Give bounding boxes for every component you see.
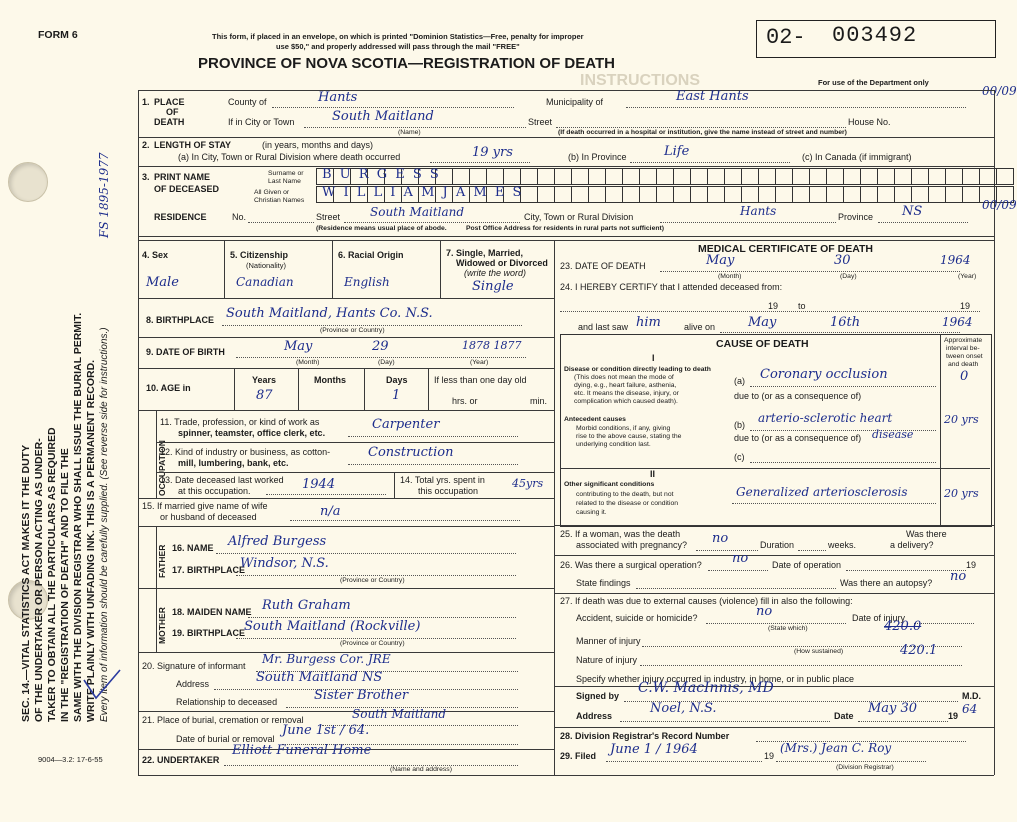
name-caption: (Name) xyxy=(398,129,421,136)
attended-19-b: 19 xyxy=(960,301,971,311)
code-value: 420.1 xyxy=(900,643,938,658)
alive-year: 1964 xyxy=(942,315,973,329)
cause-a-value: Coronary occlusion xyxy=(760,367,888,382)
form-title: PROVINCE OF NOVA SCOTIA—REGISTRATION OF DEATH xyxy=(198,55,615,72)
state-findings-label: State findings xyxy=(576,578,631,588)
undertaker-caption: (Name and address) xyxy=(390,766,452,773)
date-op-19: 19 xyxy=(966,560,977,570)
cause-b-label: (b) xyxy=(734,420,745,430)
min-label: min. xyxy=(530,396,548,406)
informant-address-value: South Maitland NS xyxy=(256,670,383,685)
father-birthplace-label: 17. BIRTHPLACE xyxy=(172,565,246,575)
trade-label: 11. Trade, profession, or kind of work as xyxy=(160,417,320,427)
years-spent-label: 14. Total yrs. spent in xyxy=(400,475,485,485)
cause-title: CAUSE OF DEATH xyxy=(716,338,809,350)
duration-label: Duration xyxy=(760,540,795,550)
antecedent-4: underlying condition last. xyxy=(576,441,651,448)
last-saw-value: him xyxy=(636,315,661,330)
stay-b-label: (b) In Province xyxy=(568,152,627,162)
cause-a-label: (a) xyxy=(734,376,745,386)
weeks-label: weeks. xyxy=(828,540,857,550)
alive-on-label: alive on xyxy=(684,322,716,332)
residence-label: RESIDENCE xyxy=(154,212,207,222)
sig-address-value: Noel, N.S. xyxy=(650,701,717,716)
dept-use-label: For use of the Department only xyxy=(818,78,929,87)
attended-to: to xyxy=(798,301,806,311)
other-3: related to the disease or condition xyxy=(576,500,679,507)
date-op-label: Date of operation xyxy=(772,560,842,570)
place-label-death: DEATH xyxy=(154,117,185,127)
burial-place-value: South Maitland xyxy=(352,707,447,721)
citizenship-value: Canadian xyxy=(236,275,294,289)
surname-caption: Surname or xyxy=(268,170,304,177)
stay-label: LENGTH OF STAY xyxy=(154,140,232,150)
father-birthplace-value: Windsor, N.S. xyxy=(240,556,329,571)
how-sustained: (How sustained) xyxy=(794,648,844,655)
age-days-label: Days xyxy=(386,375,408,385)
undertaker-value: Elliott Funeral Home xyxy=(232,743,372,758)
city-value: South Maitland xyxy=(332,109,434,124)
background-instructions-word: INSTRUCTIONS xyxy=(580,72,700,89)
industry-value: Construction xyxy=(368,445,454,460)
part-i: I xyxy=(652,353,655,363)
side-handwritten-note: FS 1895-1977 xyxy=(97,152,111,238)
residence-street-label: Street xyxy=(316,212,341,222)
mother-maiden-value: Ruth Graham xyxy=(262,598,351,613)
mother-vertical-label: MOTHER xyxy=(157,607,167,644)
surname-value: B U R G E S S xyxy=(322,167,441,182)
city-label: If in City or Town xyxy=(228,117,295,127)
informant-address-label: Address xyxy=(176,679,210,689)
registrar-value: (Mrs.) Jean C. Roy xyxy=(780,741,892,755)
birthplace-value: South Maitland, Hants Co. N.S. xyxy=(226,306,433,321)
woman-value: no xyxy=(712,531,729,546)
age-years-value: 87 xyxy=(256,388,273,403)
dob-day-caption: (Day) xyxy=(378,359,395,366)
residence-city-label: City, Town or Rural Division xyxy=(524,212,634,222)
racial-origin-label: 6. Racial Origin xyxy=(338,250,404,260)
approx-2: interval be- xyxy=(946,345,980,352)
informant-sig-label: 20. Signature of informant xyxy=(142,661,246,671)
approx-4: and death xyxy=(948,361,979,368)
less-than-day-label: If less than one day old xyxy=(434,375,527,385)
years-spent-label-2: this occupation xyxy=(418,486,479,496)
date-of-death-month: May xyxy=(706,253,735,268)
record-number-label: 28. Division Registrar's Record Number xyxy=(560,731,730,741)
cause-a-interval: 0 xyxy=(960,369,969,384)
municipality-value: East Hants xyxy=(676,89,749,104)
attended-19: 19 xyxy=(768,301,779,311)
occupation-vertical-label: OCCUPATION xyxy=(157,440,167,496)
signed-by-label: Signed by xyxy=(576,691,620,701)
antecedent-1: Antecedent causes xyxy=(564,416,626,423)
other-4: causing it. xyxy=(576,509,607,516)
citizenship-caption: (Nationality) xyxy=(246,261,287,270)
filed-value: June 1 / 1964 xyxy=(610,742,698,757)
autopsy-label: Was there an autopsy? xyxy=(840,578,933,588)
form-code: 9004—3.2: 17-6-55 xyxy=(38,755,103,764)
date-of-death-year: 1964 xyxy=(940,253,971,267)
undertaker-label: 22. UNDERTAKER xyxy=(142,755,220,765)
given-caption: All Given or xyxy=(254,189,290,196)
burial-date-label: Date of burial or removal xyxy=(176,734,275,744)
given-name-value: W I L L I A M J A M E S xyxy=(322,185,524,200)
spouse-label-2: or husband of deceased xyxy=(160,512,257,522)
medical-title: MEDICAL CERTIFICATE OF DEATH xyxy=(698,243,873,255)
accident-label: Accident, suicide or homicide? xyxy=(576,613,698,623)
check-mark-icon xyxy=(82,668,122,702)
nature-label: Nature of injury xyxy=(576,655,638,665)
certify-label: 24. I HEREBY CERTIFY that I attended deceased from: xyxy=(560,282,783,292)
surname-caption-2: Last Name xyxy=(268,178,301,185)
residence-city-value: Hants xyxy=(740,204,777,218)
approx-3: tween onset xyxy=(946,353,983,360)
dept-code-2: 00/09 xyxy=(982,198,1017,212)
birthplace-label: 8. BIRTHPLACE xyxy=(146,315,215,325)
sig-date-label: Date xyxy=(834,711,854,721)
municipality-label: Municipality of xyxy=(546,97,604,107)
last-worked-value: 1944 xyxy=(302,477,336,492)
mother-maiden-label: 18. MAIDEN NAME xyxy=(172,607,252,617)
cause-b-value: arterio-sclerotic heart xyxy=(758,411,893,425)
burial-date-value: June 1st / 64. xyxy=(282,723,370,738)
years-spent-value: 45yrs xyxy=(512,477,544,490)
father-vertical-label: FATHER xyxy=(157,544,167,578)
citizenship-label: 5. Citizenship xyxy=(230,250,289,260)
part-ii: II xyxy=(650,469,656,479)
birthplace-caption: (Province or Country) xyxy=(320,327,385,334)
age-days-value: 1 xyxy=(392,388,401,403)
mother-birthplace-caption: (Province or Country) xyxy=(340,640,405,647)
stay-c-label: (c) In Canada (if immigrant) xyxy=(802,152,912,162)
trade-label-2: spinner, teamster, office clerk, etc. xyxy=(178,428,326,438)
county-label: County of xyxy=(228,97,267,107)
immediate-2: (This does not mean the mode of xyxy=(574,374,674,381)
sex-value: Male xyxy=(146,275,179,290)
county-value: Hants xyxy=(318,90,358,105)
stay-b-value: Life xyxy=(664,144,690,159)
immediate-5: complication which caused death). xyxy=(574,398,678,405)
stay-a-label: (a) In City, Town or Rural Division where death occurred xyxy=(178,152,401,162)
antecedent-3: rise to the above cause, stating the xyxy=(576,433,682,440)
date-of-death-label: 23. DATE OF DEATH xyxy=(560,261,646,271)
racial-origin-value: English xyxy=(344,275,390,289)
last-worked-label: 13. Date deceased last worked xyxy=(160,475,284,485)
marital-value: Single xyxy=(472,279,514,294)
cause-b-interval: 20 yrs xyxy=(944,413,979,426)
mail-notice: This form, if placed in an envelope, on which is printed "Dominion Statistics—Free, penalty for improper xyxy=(212,32,584,41)
md-label: M.D. xyxy=(962,691,981,701)
relationship-value: Sister Brother xyxy=(314,688,409,703)
name-label: PRINT NAME xyxy=(154,172,210,182)
residence-province-value: NS xyxy=(902,204,923,219)
other-2: contributing to the death, but not xyxy=(576,491,674,498)
death-month-caption: (Month) xyxy=(718,273,742,280)
delivery-label-2: a delivery? xyxy=(890,540,934,550)
dob-label: 9. DATE OF BIRTH xyxy=(146,347,225,357)
due-to-1: due to (or as a consequence of) xyxy=(734,391,862,401)
burial-place-label: 21. Place of burial, cremation or removal xyxy=(142,715,304,725)
mother-birthplace-label: 19. BIRTHPLACE xyxy=(172,628,246,638)
punch-hole-top xyxy=(8,162,48,202)
stay-a-value: 19 yrs xyxy=(472,145,513,160)
registration-number: 003492 xyxy=(832,23,918,48)
death-day-caption: (Day) xyxy=(840,273,857,280)
dob-day: 29 xyxy=(372,339,389,354)
place-label-of: OF xyxy=(166,107,179,117)
last-worked-label-2: at this occupation. xyxy=(178,486,251,496)
stay-num: 2. xyxy=(142,140,150,150)
sex-label: 4. Sex xyxy=(142,250,169,260)
last-saw-label: and last saw xyxy=(578,322,629,332)
age-months-label: Months xyxy=(314,375,346,385)
sig-address-label: Address xyxy=(576,711,613,721)
residence-province-label: Province xyxy=(838,212,874,222)
spouse-value: n/a xyxy=(320,504,341,519)
due-to-2: due to (or as a consequence of) xyxy=(734,433,862,443)
stay-caption: (in years, months and days) xyxy=(262,140,374,150)
residence-street-value: South Maitland xyxy=(370,205,465,219)
industry-label: 12. Kind of industry or business, as cotton- xyxy=(160,447,331,457)
informant-sig-value: Mr. Burgess Cor. JRE xyxy=(262,652,391,666)
mother-birthplace-value: South Maitland (Rockville) xyxy=(244,619,421,634)
woman-label: 25. If a woman, was the death xyxy=(560,529,681,539)
dob-month-caption: (Month) xyxy=(296,359,320,366)
code-strike: 420.0 xyxy=(884,619,922,634)
spouse-label: 15. If married give name of wife xyxy=(142,501,268,511)
manner-label: Manner of injury xyxy=(576,636,641,646)
date-of-death-day: 30 xyxy=(834,253,851,268)
place-label: PLACE xyxy=(154,97,185,107)
antecedent-2: Morbid conditions, if any, giving xyxy=(576,425,671,432)
autopsy-value: no xyxy=(950,569,967,584)
hrs-label: hrs. or xyxy=(452,396,478,406)
immediate-3: dying, e.g., heart failure, asthenia, xyxy=(574,382,677,389)
age-label: 10. AGE in xyxy=(146,383,191,393)
residence-note: (Residence means usual place of abode. xyxy=(316,225,447,232)
father-birthplace-caption: (Province or Country) xyxy=(340,577,405,584)
death-year-caption: (Year) xyxy=(958,273,977,280)
given-caption-2: Christian Names xyxy=(254,197,305,204)
cause-c-label: (c) xyxy=(734,452,745,462)
signed-by-value: C.W. MacInnis, MD xyxy=(638,680,774,696)
sig-year-value: 64 xyxy=(962,702,978,716)
delivery-label: Was there xyxy=(906,529,947,539)
sig-year-prefix: 19 xyxy=(948,711,959,721)
dob-month: May xyxy=(284,339,313,354)
surgical-value: no xyxy=(732,551,749,566)
hospital-note: (If death occurred in a hospital or institution, give the name instead of street and number) xyxy=(558,129,847,136)
other-value: Generalized arteriosclerosis xyxy=(736,485,908,499)
dob-year: 1878 1877 xyxy=(462,339,522,352)
approx-1: Approximate xyxy=(944,337,983,344)
place-num: 1. xyxy=(142,97,150,107)
side-instructions: SEC. 14.—VITAL STATISTICS ACT MAKES IT THE DUTY OF THE UNDERTAKER OR PERSON ACTING AS UNDER- TAKER TO OBTAIN ALL THE PARTICULARS AS REQUIRED IN THE "REGISTRATION OF DEATH" AND TO FILE THE SAME WITH THE DIVISION REGISTRAR WHO SHALL ISSUE THE BURIAL PERMIT. WRITE PLAINLY WITH UNFADING INK. THIS IS A PERMANENT RECORD. Every item of information should be carefully supplied. (See reverse side for instructions.) xyxy=(20,312,110,722)
age-years-label: Years xyxy=(252,375,277,385)
marital-label: 7. Single, Married, xyxy=(446,248,524,258)
mail-notice-2: use $50," and properly addressed will pass through the mail "FREE" xyxy=(276,42,520,51)
marital-label-3: (write the word) xyxy=(464,268,527,278)
filed-19: 19 xyxy=(764,751,775,761)
date-injury-label: Date of injury xyxy=(852,613,906,623)
alive-month: May xyxy=(748,315,777,330)
marital-label-2: Widowed or Divorced xyxy=(456,258,548,268)
house-label: House No. xyxy=(848,117,891,127)
street-label: Street xyxy=(528,117,553,127)
specify-label: Specify whether injury occurred in industry, in home, or in public place xyxy=(576,674,854,684)
other-interval: 20 yrs xyxy=(944,487,979,500)
registration-prefix: 02- xyxy=(766,25,806,50)
relationship-label: Relationship to deceased xyxy=(176,697,278,707)
father-name-value: Alfred Burgess xyxy=(228,534,327,549)
alive-day: 16th xyxy=(830,315,861,330)
registrar-caption: (Division Registrar) xyxy=(836,764,894,771)
father-name-label: 16. NAME xyxy=(172,543,214,553)
industry-label-2: mill, lumbering, bank, etc. xyxy=(178,458,289,468)
name-num: 3. xyxy=(142,172,150,182)
residence-note-2: Post Office Address for residents in rural parts not sufficient) xyxy=(466,225,665,232)
immediate-4: etc. It means the disease, injury, or xyxy=(574,390,679,397)
form-number: FORM 6 xyxy=(38,29,78,41)
trade-value: Carpenter xyxy=(372,417,440,432)
sig-date-value: May 30 xyxy=(868,701,918,716)
surgical-label: 26. Was there a surgical operation? xyxy=(560,560,702,570)
filed-label: 29. Filed xyxy=(560,751,597,761)
cause-b-sub: disease xyxy=(872,428,914,441)
dob-year-caption: (Year) xyxy=(470,359,489,366)
accident-value: no xyxy=(756,604,773,619)
other-1: Other significant conditions xyxy=(564,481,655,488)
state-which: (State which) xyxy=(768,625,808,632)
name-label-2: OF DECEASED xyxy=(154,184,220,194)
dept-code-1: 00/09 xyxy=(982,84,1017,98)
external-label: 27. If death was due to external causes (violence) fill in also the following: xyxy=(560,596,853,606)
woman-label-2: associated with pregnancy? xyxy=(576,540,688,550)
immediate-1: Disease or condition directly leading to death xyxy=(564,366,711,373)
residence-no-label: No. xyxy=(232,212,247,222)
